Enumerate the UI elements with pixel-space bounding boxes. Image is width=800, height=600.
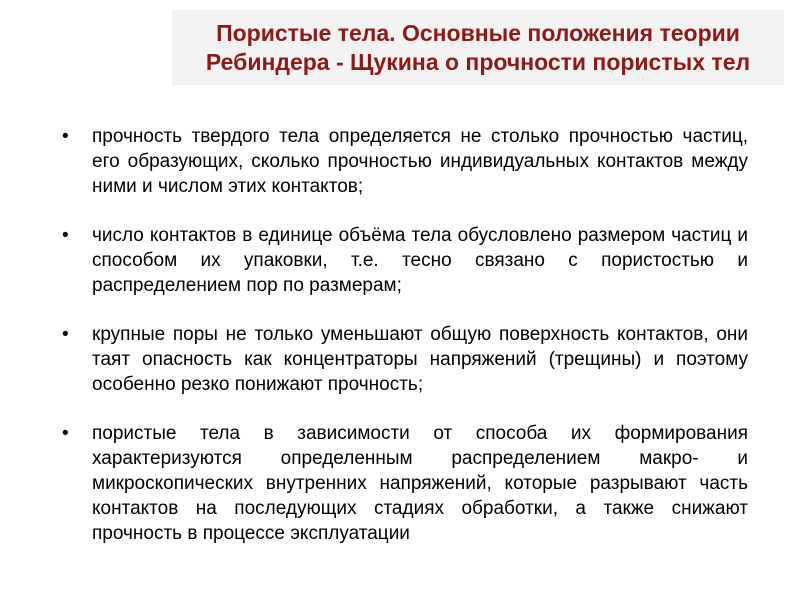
bullet-item (62, 124, 748, 199)
bullet-item (62, 322, 748, 397)
bullet-item (62, 223, 748, 298)
slide-title-line-2: Ребиндера - Щукина о прочности пористых тел (205, 48, 751, 75)
bullet-item (62, 421, 748, 546)
bullet-text: крупные поры не только уменьшают общую поверхность контактов, они таят опасность как концентраторы напряжений (трещины) и поэтому особенно резко понижают прочность; (92, 324, 748, 395)
bullet-text: пористые тела в зависимости от способа их формирования характеризуются определенным распределением макро- и микроскопических внутренних напряжений, которые разрывают часть контактов на последующих стадиях обработки, а также снижают прочность в процессе эксплуатации (92, 423, 748, 544)
bullet-dot-icon: • (62, 324, 69, 345)
bullet-dot-icon: • (62, 423, 69, 444)
bullet-text: число контактов в единице объёма тела обусловлено размером частиц и способом их упаковки, т.е. тесно связано с пористостью и распределением пор по размерам; (92, 225, 748, 296)
slide-title-box (172, 10, 784, 85)
bullet-list (62, 124, 748, 570)
bullet-dot-icon: • (62, 126, 69, 147)
bullet-text: прочность твердого тела определяется не столько прочностью частиц, его образующих, сколько прочностью индивидуальных контактов между ними и числом этих контактов; (92, 126, 748, 197)
bullet-dot-icon: • (62, 225, 69, 246)
slide-title-line-1: Пористые тела. Основные положения теории (216, 19, 740, 46)
